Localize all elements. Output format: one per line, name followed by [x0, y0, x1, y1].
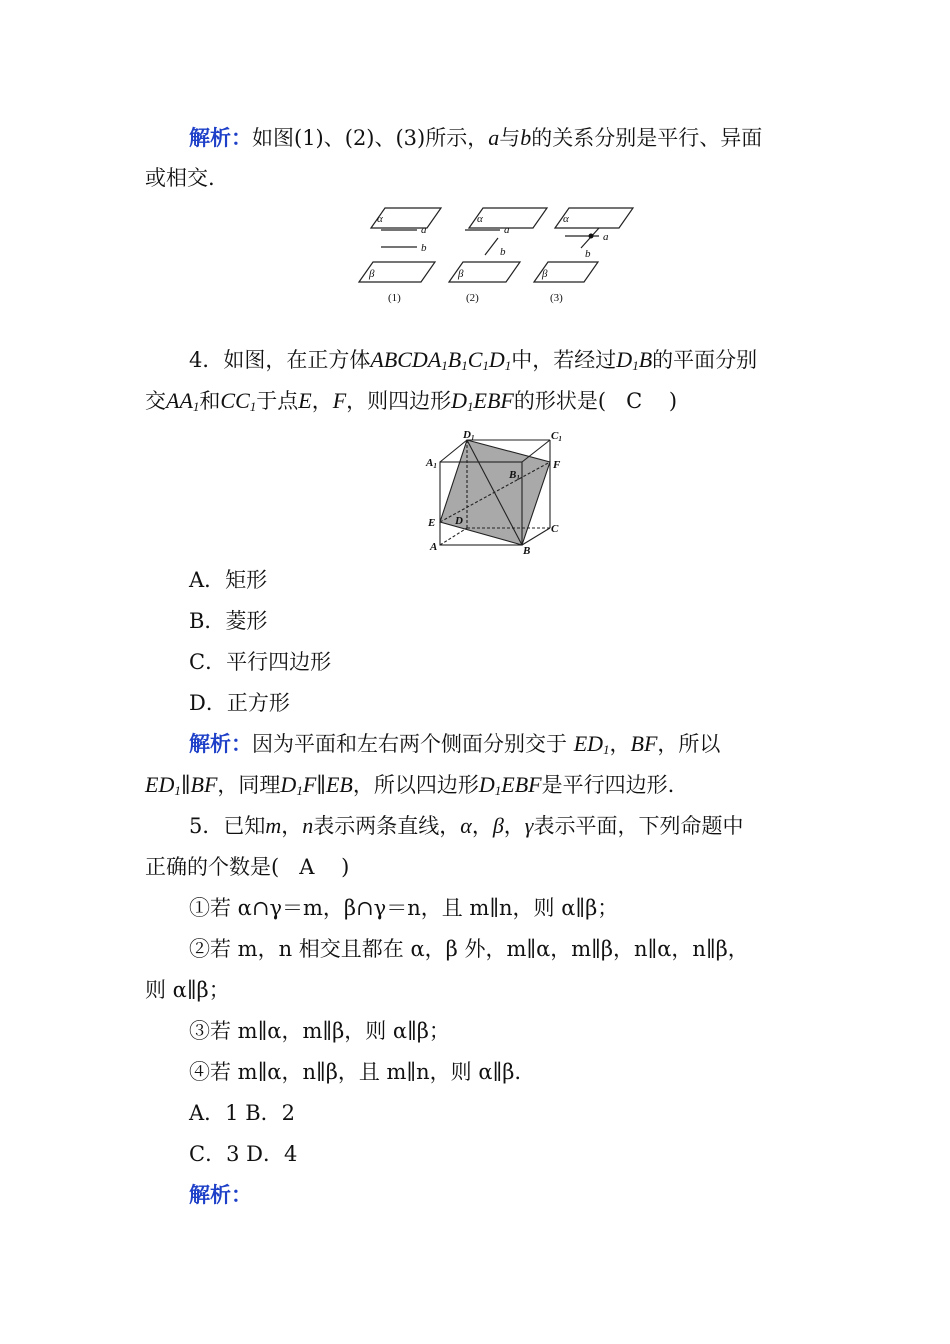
- q4-option-d: D．正方形: [189, 691, 290, 715]
- q5-line2: 正确的个数是( A ): [145, 855, 350, 879]
- svg-text:D1: D1: [463, 430, 475, 442]
- q3-analysis-line1: 解析：如图(1)、(2)、(3)所示，a与b的关系分别是平行、异面: [189, 125, 763, 150]
- q3-analysis-line2: 或相交.: [145, 166, 215, 190]
- svg-text:β: β: [542, 268, 548, 280]
- svg-text:a: a: [504, 224, 510, 236]
- q5-statement-2: ②若 m，n 相交且都在 α，β 外，m∥α，m∥β，n∥α，n∥β，: [189, 937, 749, 961]
- q4-answer: C: [626, 389, 643, 413]
- intersection-point: [589, 234, 594, 239]
- caption-1: (1): [388, 292, 401, 304]
- svg-text:β: β: [369, 268, 375, 280]
- svg-text:D: D: [455, 515, 463, 527]
- q5-line1: 5．已知m，n表示两条直线，α，β，γ表示平面，下列命题中: [189, 813, 744, 838]
- svg-text:C1: C1: [551, 430, 562, 443]
- svg-text:α: α: [377, 213, 383, 225]
- analysis-label: 解析：: [189, 731, 252, 756]
- svg-text:a: a: [421, 224, 427, 236]
- q4-analysis-line2: $ED_1\parallel BF$，同理$D_1F\parallel EB$，所以四边形$D_1EBF$是平行四边形.: [145, 772, 675, 798]
- planes-figure: [355, 200, 645, 310]
- q5-options-cd: C．3 D．4: [189, 1142, 298, 1166]
- cube-figure: [425, 430, 570, 560]
- q4-analysis-line1: 解析：因为平面和左右两个侧面分别交于 $ED_1$，BF，所以: [189, 731, 721, 757]
- q5-statement-2-cont: 则 α∥β；: [145, 978, 230, 1002]
- svg-text:B1: B1: [509, 469, 520, 482]
- q4-option-a: A．矩形: [189, 568, 268, 592]
- svg-text:b: b: [421, 242, 427, 254]
- svg-text:α: α: [477, 213, 483, 225]
- q5-statement-1: ①若 α∩γ＝m，β∩γ＝n，且 m∥n，则 α∥β；: [189, 896, 619, 920]
- svg-text:F: F: [553, 459, 561, 471]
- q5-statement-3: ③若 m∥α，m∥β，则 α∥β；: [189, 1019, 450, 1043]
- analysis-label: 解析：: [189, 125, 252, 150]
- svg-text:b: b: [585, 248, 591, 260]
- svg-text:α: α: [563, 213, 569, 225]
- caption-2: (2): [466, 292, 479, 304]
- q5-analysis-label: 解析：: [189, 1182, 252, 1207]
- svg-text:A: A: [430, 541, 438, 553]
- svg-text:β: β: [458, 268, 464, 280]
- svg-text:a: a: [603, 231, 609, 243]
- svg-text:C: C: [551, 523, 559, 535]
- q5-options-ab: A．1 B．2: [189, 1101, 295, 1125]
- caption-3: (3): [550, 292, 563, 304]
- q4-line2: 交$AA_1$和$CC_1$于点E，F，则四边形$D_1EBF$的形状是( C ): [145, 388, 678, 414]
- svg-text:B: B: [523, 545, 531, 557]
- svg-text:A1: A1: [426, 457, 437, 470]
- svg-text:b: b: [500, 246, 506, 258]
- q4-option-c: C．平行四边形: [189, 650, 332, 674]
- q4-option-b: B．菱形: [189, 609, 268, 633]
- q5-answer: A: [299, 855, 315, 879]
- q4-line1: 4．如图，在正方体$ABCDA_1B_1C_1D_1$中，若经过$D_1B$的平面分别: [189, 347, 758, 373]
- line-b-2: [485, 238, 498, 255]
- q5-statement-4: ④若 m∥α，n∥β，且 m∥n，则 α∥β.: [189, 1060, 522, 1084]
- svg-text:E: E: [428, 517, 436, 529]
